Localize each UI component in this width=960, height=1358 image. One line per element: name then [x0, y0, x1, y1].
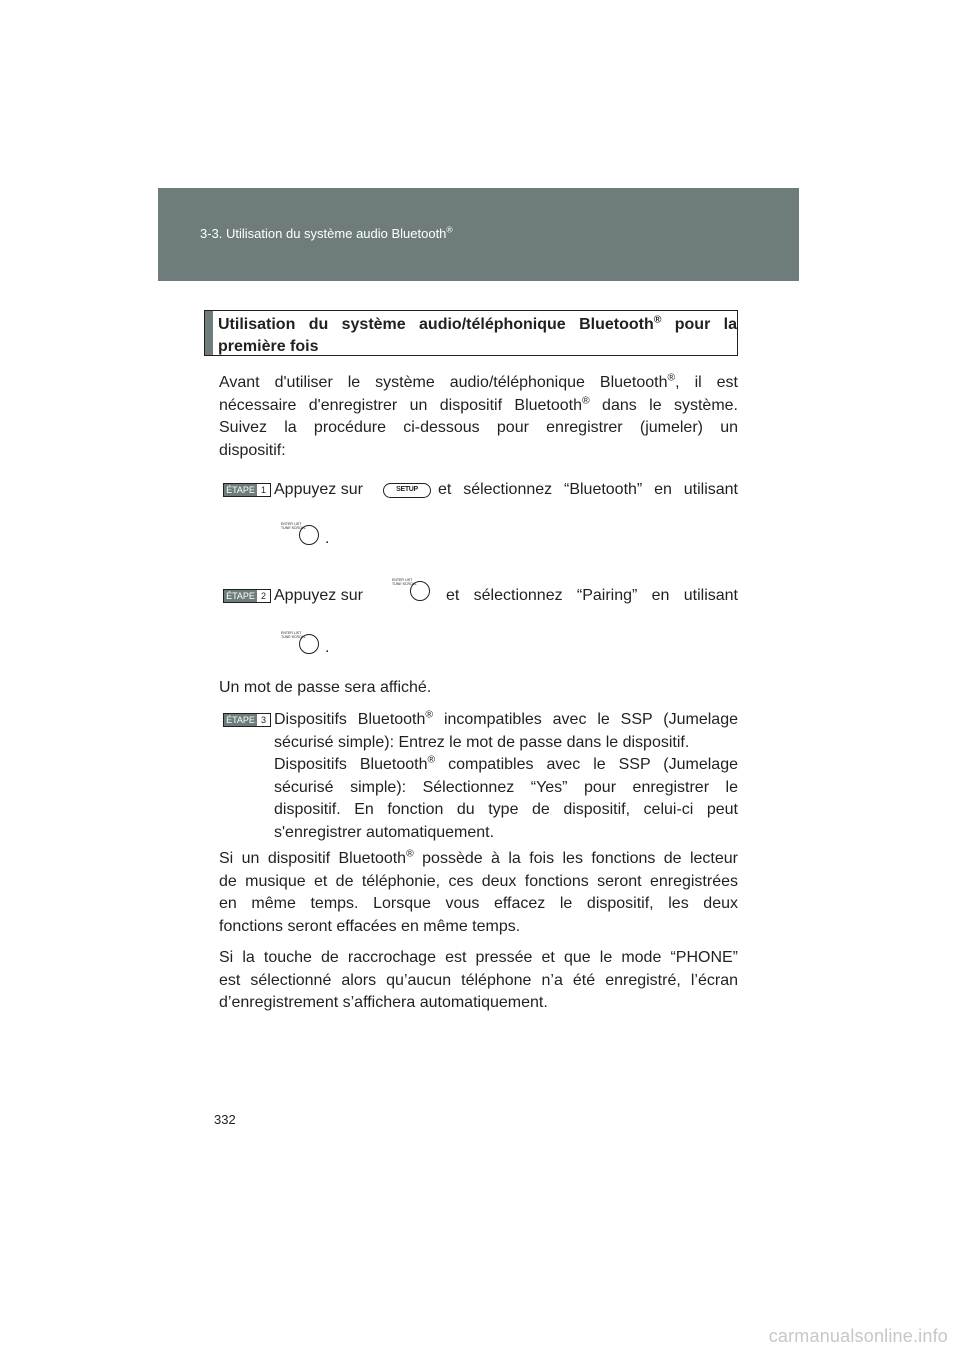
step-2-badge: ÉTAPE 2 — [223, 589, 271, 603]
note-paragraph-2: Si la touche de raccrochage est pressée et que le mode “PHONE” est sélectionné alors qu’aucun téléphone n’a été enregistré, l’écran d’enregistrement s’affichera automatiquement. — [219, 949, 738, 1011]
section-title: Utilisation du système audio/téléphonique Bluetooth® pour la première fois — [218, 314, 737, 355]
watermark: carmanualsonline.info — [768, 1326, 948, 1346]
step-1-end: . — [325, 530, 330, 547]
step-2-text-a: Appuyez sur — [274, 587, 363, 604]
step-1-badge: ÉTAPE 1 — [223, 483, 271, 497]
note-paragraph-1: Si un dispositif Bluetooth® possède à la fois les fonctions de lecteur de musique et de téléphonie, ces deux fonctions seront enregistrées en même temps. Lorsque vous effacez le dispositif, les deux fonctions seront effacées en même temps. — [219, 848, 739, 935]
section-title-accent — [205, 311, 213, 355]
setup-button-icon: SETUP — [383, 483, 431, 498]
password-note: Un mot de passe sera affiché. — [219, 679, 432, 696]
step-3-badge: ÉTAPE 3 — [223, 713, 271, 727]
step-1-text-b: et sélectionnez “Bluetooth” en utilisant — [438, 481, 738, 498]
step-2-text-b: et sélectionnez “Pairing” en utilisant — [446, 587, 738, 604]
section-title-box — [204, 310, 738, 356]
intro-paragraph: Avant d'utiliser le système audio/téléphonique Bluetooth®, il est nécessaire d'enregistrer un dispositif Bluetooth® dans le système. Suivez la procédure ci-dessous pour enregistrer (jumeler) un dispositif: — [219, 372, 739, 459]
chapter-title: 3-3. Utilisation du système audio Bluetooth® — [200, 224, 453, 241]
tune-knob-icon: ENTER LIST TUNE·SCROLL — [281, 631, 321, 657]
step-2-end: . — [325, 639, 330, 656]
tune-knob-icon: ENTER LIST TUNE·SCROLL — [392, 578, 432, 604]
step-3-text: Dispositifs Bluetooth® incompatibles avec le SSP (Jumelage sécurisé simple): Entrez le mot de passe dans le dispositif. Dispositifs Bluetooth® compatibles avec le SSP (Jumelage sécurisé simple): Sélectionnez “Yes” pour enregistrer le dispositif. En fonction du type de dispositif, celui-ci peut s'enregistrer automatiquement. — [274, 709, 738, 841]
step-1-text-a: Appuyez sur — [274, 481, 363, 498]
tune-knob-icon: ENTER LIST TUNE·SCROLL — [281, 522, 321, 548]
page-number: 332 — [214, 1112, 236, 1127]
chapter-header — [158, 188, 799, 281]
